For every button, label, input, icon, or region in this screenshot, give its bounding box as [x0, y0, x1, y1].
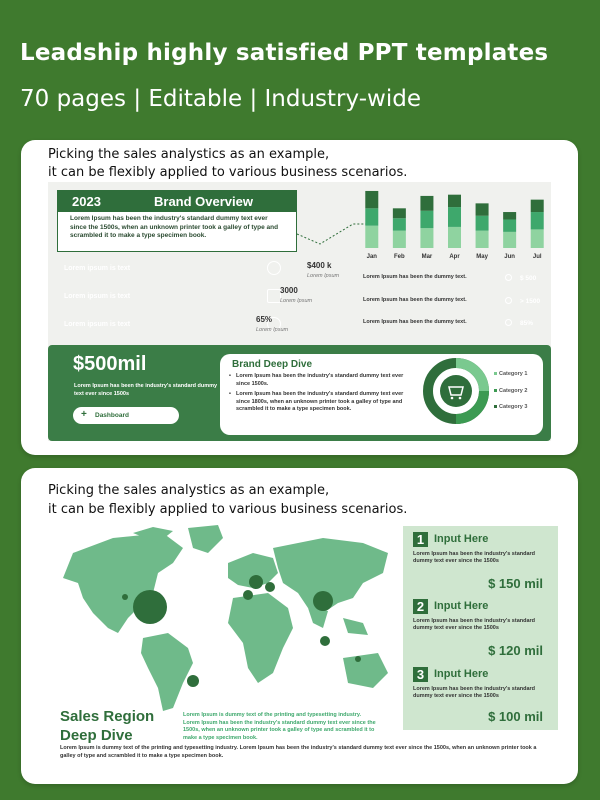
- input-title-3[interactable]: Input Here: [434, 668, 489, 680]
- region-slide: [43, 523, 570, 768]
- bar-may-segment-1: [476, 231, 489, 248]
- bar-mar-segment-3: [420, 196, 433, 211]
- bar-may-segment-3: [476, 203, 489, 215]
- row-badge-3[interactable]: [500, 316, 561, 330]
- sales-analytics-card: [21, 140, 578, 455]
- page-subheadline: 70 pages | Editable | Industry-wide: [20, 86, 421, 112]
- bar-jun-segment-1: [503, 232, 516, 248]
- sales-region-title: Sales Region Deep Dive: [60, 708, 155, 744]
- row-text-2: Lorem Ipsum has been the dummy text.: [363, 297, 467, 303]
- month-label-apr: Apr: [449, 254, 460, 260]
- row-badge-1[interactable]: [500, 271, 561, 285]
- stat-pill-2[interactable]: [56, 287, 291, 305]
- bar-jul-segment-3: [531, 200, 544, 212]
- month-label-jul: Jul: [532, 254, 542, 260]
- legend-category-2: Category 2: [494, 388, 527, 394]
- input-number-2: 2: [413, 599, 428, 614]
- bar-jun-segment-3: [503, 212, 516, 219]
- search-icon: [267, 261, 281, 275]
- deep-dive-bullet-1: • Lorem Ipsum has been the industry's standard dummy text ever since 1500s.: [236, 373, 416, 388]
- input-value-3: $ 100 mil: [488, 709, 543, 724]
- bar-apr-segment-1: [448, 227, 461, 248]
- dashboard-button[interactable]: [73, 407, 179, 424]
- legend-category-3: Category 3: [494, 404, 527, 410]
- pill-label: Lorem ipsum is text: [64, 264, 131, 272]
- brand-deep-dive-panel: [220, 354, 543, 435]
- stat-value: 65%: [256, 315, 273, 324]
- search-icon: [505, 319, 512, 326]
- input-value-2: $ 120 mil: [488, 643, 543, 658]
- stat-value: $400 k: [307, 261, 332, 270]
- folder-icon: [267, 289, 281, 303]
- brand-overview-header: [57, 190, 297, 212]
- input-desc-1: Lorem Ipsum has been the industry's standard dummy text ever since the 1500s: [413, 551, 536, 564]
- input-title-1[interactable]: Input Here: [434, 533, 489, 545]
- bar-jul-segment-1: [531, 229, 544, 248]
- bar-feb-segment-3: [393, 208, 406, 218]
- intro-line-1: Picking the sales analystics as an example,: [48, 147, 330, 162]
- input-number-1: 1: [413, 532, 428, 547]
- stat-value: 3000: [280, 286, 298, 295]
- bar-feb-segment-1: [393, 231, 406, 248]
- category-donut-chart: [423, 358, 489, 424]
- overview-description: Lorem Ipsum has been the industry's standard dummy text ever since the 1500s, when an unknown printer took a galley of type and scrambled it to make a type specimen book.: [57, 212, 297, 252]
- page-headline: Leadship highly satisfied PPT templates: [20, 40, 549, 66]
- bar-mar-segment-2: [420, 211, 433, 228]
- row-text-3: Lorem Ipsum has been the dummy text.: [363, 319, 467, 325]
- bar-jan-segment-1: [365, 226, 378, 248]
- overview-year: 2023: [72, 193, 101, 209]
- revenue-amount: $500mil: [73, 353, 147, 375]
- month-label-feb: Feb: [394, 254, 405, 260]
- input-title-2[interactable]: Input Here: [434, 600, 489, 612]
- row-text-1: Lorem Ipsum has been the dummy text.: [363, 274, 467, 280]
- stat-sub: Lorem Ipsum: [280, 298, 313, 304]
- region-side-text: Lorem Ipsum is dummy text of the printing and typesetting industry. Lorem Ipsum has been the industry's standard dummy text ever since the 1500s, when an unknown printer took a galley of type and scrambled it to make a type specimen book.: [183, 712, 376, 741]
- input-value-1: $ 150 mil: [488, 576, 543, 591]
- search-icon: [505, 297, 512, 304]
- revenue-description: Lorem Ipsum has been the industry's standard dummy text ever since 1500s: [74, 383, 218, 397]
- month-label-jan: Jan: [366, 254, 377, 260]
- bar-jul-segment-2: [531, 212, 544, 229]
- bar-jan-segment-2: [365, 208, 378, 225]
- bar-mar-segment-1: [420, 228, 433, 248]
- stat-sub: Lorem Ipsum: [307, 273, 340, 279]
- badge-value: 85%: [520, 319, 534, 327]
- badge-value: > 1500: [520, 297, 541, 305]
- sales-region-card: [21, 468, 578, 784]
- region-footer-text: Lorem Ipsum is dummy text of the printing and typesetting industry. Lorem Ipsum has been the industry's standard dummy text ever since the 1500s, when an unknown printer took a galley of type and scrambled it to make a type specimen book.: [60, 745, 537, 759]
- legend-category-1: Category 1: [494, 371, 527, 377]
- month-label-jun: Jun: [504, 254, 515, 260]
- month-label-mar: Mar: [421, 254, 433, 260]
- pill-label: Lorem ipsum is text: [64, 292, 131, 300]
- intro-line-2: it can be flexibly applied to various business scenarios.: [48, 165, 408, 180]
- bar-apr-segment-2: [448, 207, 461, 227]
- input-panel: [403, 526, 558, 730]
- intro-line-2: it can be flexibly applied to various business scenarios.: [48, 502, 408, 517]
- monthly-bar-chart: [358, 182, 551, 262]
- search-icon: [505, 274, 512, 281]
- month-label-may: May: [476, 254, 488, 260]
- badge-value: $ 500: [520, 274, 537, 282]
- intro-line-1: Picking the sales analystics as an example,: [48, 483, 330, 498]
- input-number-3: 3: [413, 667, 428, 682]
- bar-jun-segment-2: [503, 219, 516, 231]
- row-badge-2[interactable]: [500, 294, 561, 308]
- bar-may-segment-2: [476, 216, 489, 231]
- input-desc-3: Lorem Ipsum has been the industry's standard dummy text ever since the 1500s: [413, 686, 536, 699]
- pill-label: Lorem ipsum is text: [64, 320, 131, 328]
- dashboard-slide: [48, 182, 551, 441]
- stat-sub: Lorem Ipsum: [256, 327, 289, 333]
- bar-feb-segment-2: [393, 218, 406, 230]
- input-desc-2: Lorem Ipsum has been the industry's standard dummy text ever since the 1500s: [413, 618, 536, 631]
- revenue-banner: [48, 345, 551, 441]
- stat-pill-1[interactable]: [56, 259, 291, 277]
- bar-jan-segment-3: [365, 191, 378, 208]
- plus-icon: +: [81, 409, 87, 420]
- dashboard-label: Dashboard: [95, 412, 129, 419]
- overview-title: Brand Overview: [154, 193, 253, 209]
- bar-apr-segment-3: [448, 195, 461, 207]
- deep-dive-bullet-2: • Lorem Ipsum has been the industry's standard dummy text ever since 1800s, when an unknown printer took a galley of type and scrambled it to make a type specimen book.: [236, 391, 416, 414]
- world-map: [43, 523, 388, 711]
- deep-dive-title: Brand Deep Dive: [232, 359, 313, 370]
